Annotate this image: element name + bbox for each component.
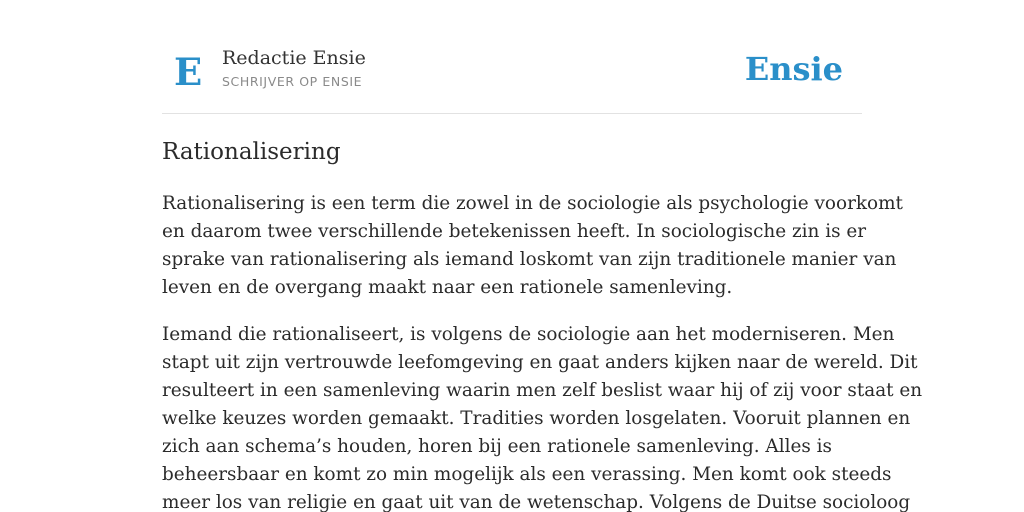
paragraph-line: Iemand die rationaliseert, is volgens de sociologie aan het moderniseren. Men: [162, 324, 895, 345]
paragraph-line: en daarom twee verschillende betekenissen heeft. In sociologische zin is er: [162, 221, 867, 242]
author-avatar[interactable]: E: [174, 50, 203, 94]
ensie-logo[interactable]: Ensie: [744, 50, 843, 88]
author-name[interactable]: Redactie Ensie: [222, 47, 366, 69]
paragraph-line: stapt uit zijn vertrouwde leefomgeving en gaat anders kijken naar de wereld. Dit: [162, 352, 918, 373]
article-paragraph-1: [162, 190, 903, 302]
author-header: [162, 40, 862, 114]
article-paragraph-2: [162, 321, 923, 512]
paragraph-line: welke keuzes worden gemaakt. Tradities worden losgelaten. Vooruit plannen en: [162, 408, 911, 429]
paragraph-line: beheersbaar en komt zo min mogelijk als een verassing. Men komt ook steeds: [162, 464, 892, 485]
paragraph-line: leven en de overgang maakt naar een rationele samenleving.: [162, 277, 733, 298]
author-role: SCHRIJVER OP ENSIE: [222, 74, 363, 89]
paragraph-line: meer los van religie en gaat uit van de wetenschap. Volgens de Duitse socioloog: [162, 492, 911, 512]
paragraph-line: Rationalisering is een term die zowel in de sociologie als psychologie voorkomt: [162, 193, 903, 214]
paragraph-line: sprake van rationalisering als iemand loskomt van zijn traditionele manier van: [162, 249, 897, 270]
paragraph-line: resulteert in een samenleving waarin men zelf beslist waar hij of zij voor staat en: [162, 380, 923, 401]
article-title: Rationalisering: [162, 139, 341, 165]
paragraph-line: zich aan schema’s houden, horen bij een rationele samenleving. Alles is: [162, 436, 832, 457]
